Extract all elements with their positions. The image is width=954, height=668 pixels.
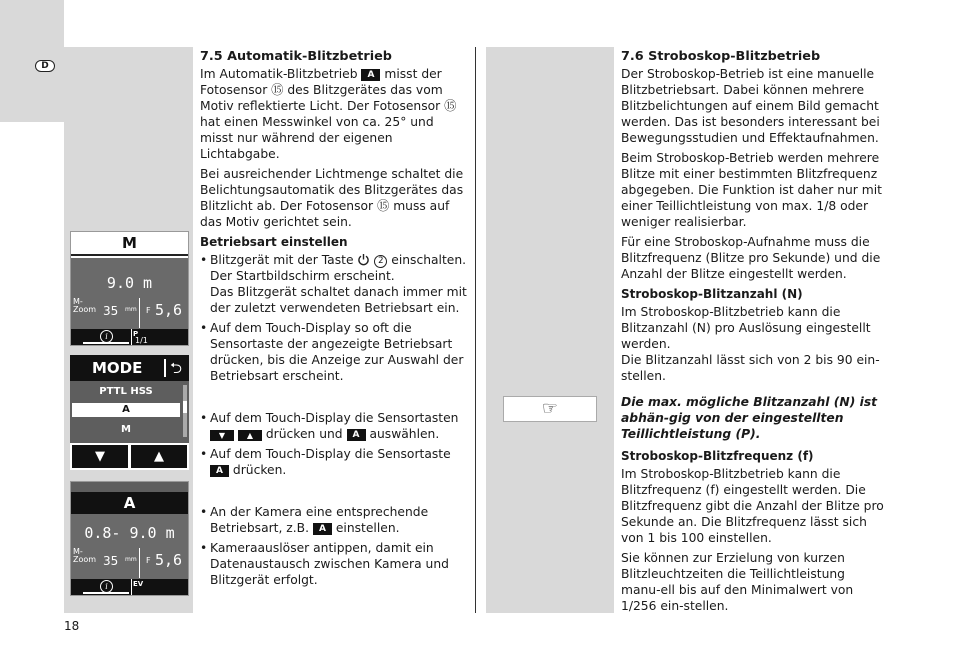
ev-label: EV [133, 580, 144, 588]
list-item: • An der Kamera eine entsprechende Betriebsart, z.B. A einstellen. [200, 504, 468, 536]
zoom-value: 35 [103, 304, 119, 318]
down-arrow-button[interactable]: ▼ [72, 445, 128, 468]
list-item: • Auf dem Touch-Display so oft die Sensortaste der angezeigte Betriebsart drücken, bis die Anzeige zur Auswahl der Betriebsart erscheint. [200, 320, 468, 384]
paragraph: Sie können zur Erzielung von kurzen Blitzleuchtzeiten die Teillichtleistung manu-ell bis auf den Minimalwert von 1/256 ein-stellen. [621, 551, 854, 613]
distance-range: 0.8- 9.0 m [84, 524, 175, 542]
down-arrow-icon: ▼ [210, 430, 234, 441]
paragraph: Für eine Stroboskop-Aufnahme muss die Blitzfrequenz (Blitze pro Sekunde) und die Anzahl der Blitze eingestellt werden. [621, 235, 881, 281]
f-value: 5,6 [155, 551, 183, 569]
a-mode-symbol: A [210, 465, 229, 477]
up-arrow-icon: ▲ [238, 430, 262, 441]
zoom-label: M- Zoom [73, 547, 97, 564]
mode-label: M [71, 232, 188, 256]
section-title: 7.6 Stroboskop-Blitzbetrieb [621, 49, 821, 64]
list-item: • Blitzgerät mit der Taste 2 einschalten. Der Startbildschirm erscheint. Das Blitzgerät schaltet danach immer mit der zuletzt verwendeten Betriebsart ein. [200, 252, 468, 316]
zoom-value: 35 [103, 554, 119, 568]
f-label: F [146, 306, 151, 315]
left-text-column [200, 49, 468, 592]
distance-value: 9.0 m [106, 274, 153, 292]
page-number: 18 [64, 619, 80, 633]
a-mode-symbol: A [347, 429, 366, 441]
paragraph: Im Automatik-Blitzbetrieb A misst der Fotosensor ⑮ des Blitzgerätes das vom Motiv reflektierte Licht. Der Fotosensor ⑮ hat einen Messwinkel von ca. 25° und misst nur während der eigenen Lichtabgabe. [200, 67, 457, 161]
mode-label: A [71, 492, 188, 514]
power-icon [357, 253, 370, 266]
section-title: 7.5 Automatik-Blitzbetrieb [200, 49, 392, 64]
subheading: Betriebsart einstellen [200, 235, 348, 249]
f-label: F [146, 556, 151, 565]
zoom-label: M- Zoom [73, 297, 97, 314]
display-manual-mode [70, 231, 189, 346]
list-item: • Auf dem Touch-Display die Sensortasten ▼ ▲ drücken und A auswählen. [200, 410, 468, 442]
mode-option-a[interactable]: A [72, 403, 180, 417]
zoom-unit: mm [125, 306, 137, 313]
note-text: Die max. mögliche Blitzanzahl (N) ist abhän-gig von der eingestellten Teillichtleistung (P). [621, 395, 878, 441]
zoom-unit: mm [125, 556, 137, 563]
back-icon[interactable]: ⮌ [164, 359, 186, 377]
mode-title: MODE [70, 355, 189, 381]
subheading: Stroboskop-Blitzanzahl (N) [621, 287, 803, 301]
mode-option-pttl[interactable]: PTTL HSS [99, 386, 153, 397]
mode-option-m[interactable]: M [121, 424, 131, 435]
subheading: Stroboskop-Blitzfrequenz (f) [621, 449, 814, 463]
hand-pointer-icon: ☞ [503, 396, 597, 422]
list-item: • Kameraauslöser antippen, damit ein Datenaustausch zwischen Kamera und Blitzgerät erfolgt. [200, 540, 468, 588]
a-mode-symbol: A [361, 69, 380, 81]
paragraph: Beim Stroboskop-Betrieb werden mehrere Blitze mit einer bestimmten Blitzfrequenz abgegeben. Die Funktion ist daher nur mit einer Teillichtleistung von max. 1/8 oder weniger realisierbar. [621, 151, 882, 229]
f-value: 5,6 [155, 301, 183, 319]
list-item: • Auf dem Touch-Display die Sensortaste A drücken. [200, 446, 468, 478]
paragraph: Bei ausreichender Lichtmenge schaltet die Belichtungsautomatik des Blitzgerätes das Blitzlicht ab. Der Fotosensor ⑮ muss auf das Motiv gerichtet sein. [200, 167, 464, 229]
power-value: 1/1 [135, 336, 148, 345]
display-auto-mode [70, 481, 189, 596]
a-mode-symbol: A [313, 523, 332, 535]
info-icon: i [100, 330, 113, 343]
info-button[interactable] [83, 580, 129, 594]
right-text-column [621, 49, 885, 618]
power-label: P [133, 330, 139, 338]
paragraph: Im Stroboskop-Blitzbetrieb kann die Blitzanzahl (N) pro Auslösung eingestellt werden. [621, 305, 871, 351]
paragraph: Der Stroboskop-Betrieb ist eine manuelle Blitzbetriebsart. Dabei können mehrere Blitzbelichtungen auf einem Bild gemacht werden. Das ist besonders interessant bei Bewegungsstudien und Effektaufnahmen. [621, 67, 880, 145]
display-mode-select [70, 355, 189, 470]
mode-scrollbar[interactable] [183, 385, 187, 437]
language-badge: D [35, 60, 55, 72]
side-tab [0, 0, 64, 122]
up-arrow-button[interactable]: ▲ [131, 445, 187, 468]
info-button[interactable] [83, 330, 129, 344]
paragraph: Im Stroboskop-Blitzbetrieb kann die Blitzfrequenz (f) eingestellt werden. Die Blitzfrequenz gibt die Anzahl der Blitze pro Sekunde an. Die Blitzfrequenz lässt sich von 1 bis 100 einstellen. [621, 467, 884, 545]
callout-number: 2 [374, 255, 387, 268]
right-image-column [486, 47, 614, 613]
column-divider [475, 47, 476, 613]
info-icon: i [100, 580, 113, 593]
paragraph: Die Blitzanzahl lässt sich von 2 bis 90 ein-stellen. [621, 353, 880, 383]
